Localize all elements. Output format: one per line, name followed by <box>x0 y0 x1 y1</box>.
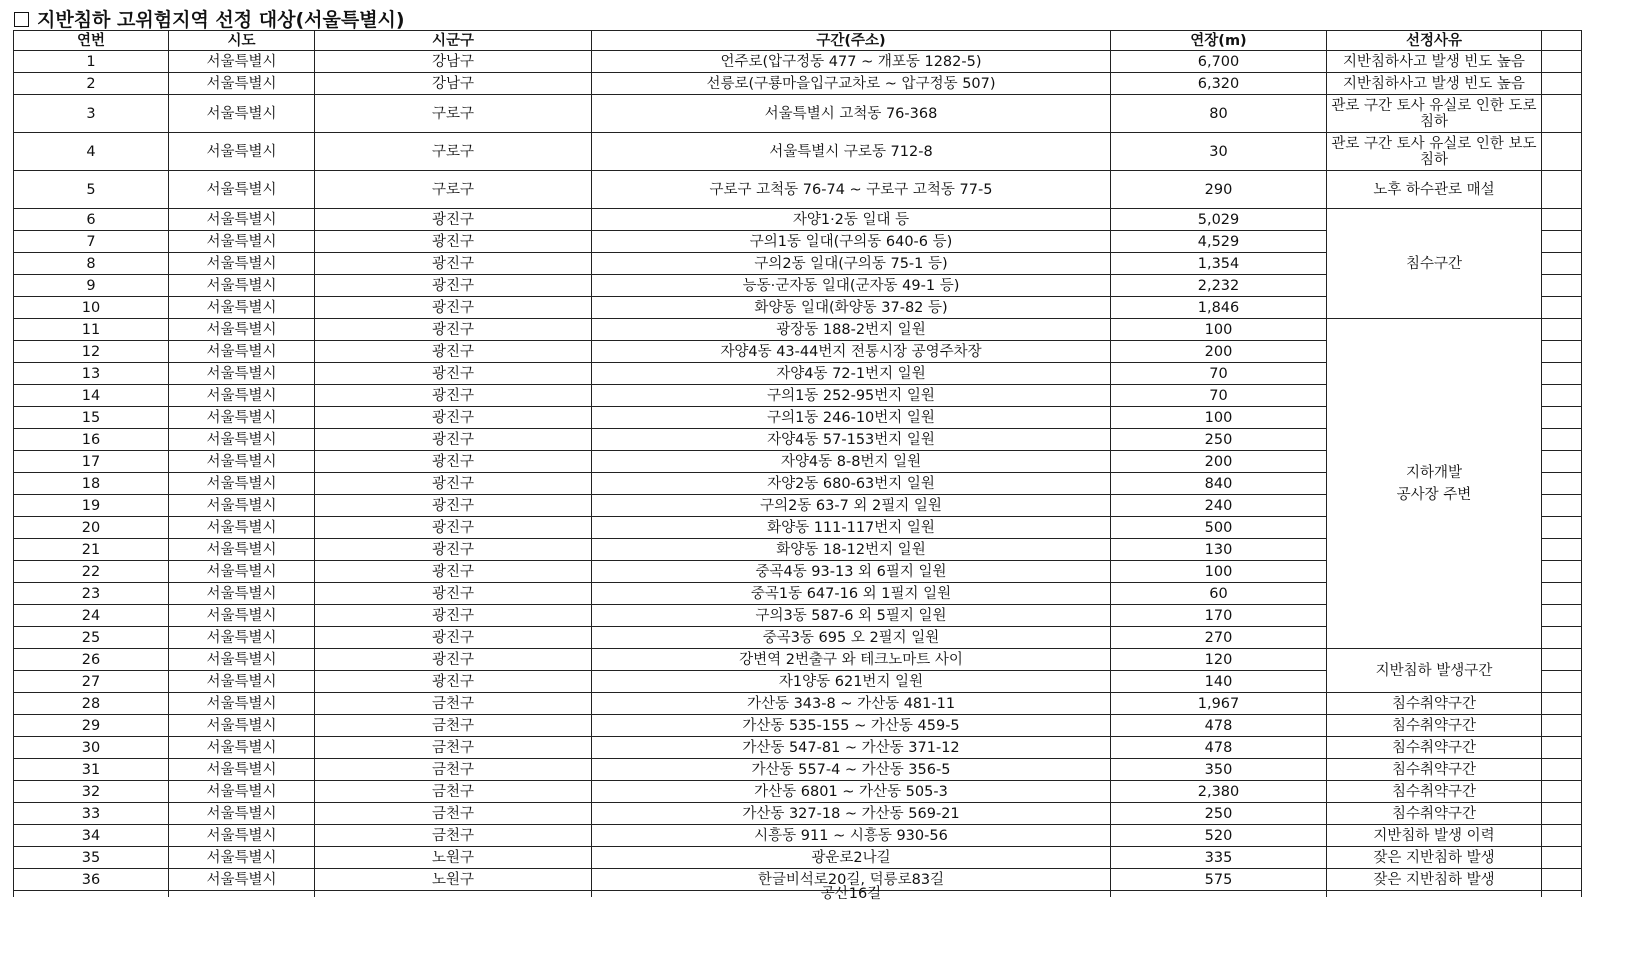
row-address: 화양동 111-117번지 일원 <box>592 517 1111 539</box>
row-sigungu: 구로구 <box>315 133 592 171</box>
row-no: 25 <box>14 627 169 649</box>
row-sido: 서울특별시 <box>169 171 315 209</box>
row-reason: 지반침하 발생구간 <box>1327 649 1542 693</box>
row-no: 3 <box>14 95 169 133</box>
row-no: 20 <box>14 517 169 539</box>
row-reason: 침수취약구간 <box>1327 781 1542 803</box>
row-address: 공산16길 <box>592 891 1111 898</box>
row-reason: 잦은 지반침하 발생 <box>1327 869 1542 891</box>
data-table <box>13 30 1582 902</box>
table-row <box>14 825 1582 847</box>
row-sido: 서울특별시 <box>169 583 315 605</box>
row-address: 가산동 6801 ~ 가산동 505-3 <box>592 781 1111 803</box>
row-sigungu: 금천구 <box>315 759 592 781</box>
row-address: 서울특별시 구로동 712-8 <box>592 133 1111 171</box>
row-sido: 서울특별시 <box>169 715 315 737</box>
row-length: 5,029 <box>1111 209 1327 231</box>
row-extra <box>1542 95 1582 133</box>
header-address: 구간(주소) <box>592 31 1111 51</box>
row-length: 60 <box>1111 583 1327 605</box>
row-sigungu: 광진구 <box>315 319 592 341</box>
row-address: 자양1·2동 일대 등 <box>592 209 1111 231</box>
row-reason: 침수취약구간 <box>1327 737 1542 759</box>
row-length: 200 <box>1111 341 1327 363</box>
row-no: 6 <box>14 209 169 231</box>
row-sido: 서울특별시 <box>169 495 315 517</box>
row-sido: 서울특별시 <box>169 847 315 869</box>
row-sigungu: 광진구 <box>315 649 592 671</box>
row-address: 시흥동 911 ~ 시흥동 930-56 <box>592 825 1111 847</box>
row-no: 36 <box>14 869 169 891</box>
row-reason: 잦은 지반침하 발생 <box>1327 847 1542 869</box>
row-extra <box>1542 363 1582 385</box>
row-sigungu: 구로구 <box>315 95 592 133</box>
row-sido: 서울특별시 <box>169 429 315 451</box>
row-length: 335 <box>1111 847 1327 869</box>
row-sigungu: 금천구 <box>315 825 592 847</box>
row-address: 자양4동 43-44번지 전통시장 공영주차장 <box>592 341 1111 363</box>
row-length: 250 <box>1111 429 1327 451</box>
row-length: 6,320 <box>1111 73 1327 95</box>
row-extra <box>1542 671 1582 693</box>
row-length: 130 <box>1111 539 1327 561</box>
row-sido: 서울특별시 <box>169 517 315 539</box>
row-sido: 서울특별시 <box>169 407 315 429</box>
row-length: 70 <box>1111 385 1327 407</box>
row-address: 구로구 고척동 76-74 ~ 구로구 고척동 77-5 <box>592 171 1111 209</box>
table-row <box>14 781 1582 803</box>
row-length: 478 <box>1111 715 1327 737</box>
row-sigungu: 광진구 <box>315 583 592 605</box>
row-length: 200 <box>1111 451 1327 473</box>
row-address: 구의2동 63-7 외 2필지 일원 <box>592 495 1111 517</box>
row-reason: 지반침하사고 발생 빈도 높음 <box>1327 51 1542 73</box>
row-extra <box>1542 253 1582 275</box>
row-length: 6,700 <box>1111 51 1327 73</box>
row-sigungu: 금천구 <box>315 781 592 803</box>
row-sido: 서울특별시 <box>169 803 315 825</box>
row-extra <box>1542 627 1582 649</box>
row-no: 33 <box>14 803 169 825</box>
row-no: 32 <box>14 781 169 803</box>
row-extra <box>1542 825 1582 847</box>
table-row <box>14 133 1582 171</box>
row-no: 26 <box>14 649 169 671</box>
row-no: 16 <box>14 429 169 451</box>
row-address: 화양동 18-12번지 일원 <box>592 539 1111 561</box>
row-no: 2 <box>14 73 169 95</box>
row-length: 100 <box>1111 407 1327 429</box>
header-no: 연번 <box>14 31 169 51</box>
row-no: 23 <box>14 583 169 605</box>
row-reason: 관로 구간 토사 유실로 인한 보도 침하 <box>1327 133 1542 171</box>
row-reason: 침수취약구간 <box>1327 759 1542 781</box>
table-row <box>14 209 1582 231</box>
row-sido: 서울특별시 <box>169 95 315 133</box>
row-extra <box>1542 451 1582 473</box>
table-header-row <box>14 31 1582 51</box>
row-address: 자양4동 72-1번지 일원 <box>592 363 1111 385</box>
row-length: 1,967 <box>1111 693 1327 715</box>
row-length: 270 <box>1111 627 1327 649</box>
row-length: 1,846 <box>1111 297 1327 319</box>
row-sido: 서울특별시 <box>169 341 315 363</box>
row-sigungu: 광진구 <box>315 253 592 275</box>
row-reason: 관로 구간 토사 유실로 인한 도로 침하 <box>1327 95 1542 133</box>
row-sido: 서울특별시 <box>169 671 315 693</box>
row-sido: 서울특별시 <box>169 451 315 473</box>
row-sido: 서울특별시 <box>169 363 315 385</box>
row-no: 17 <box>14 451 169 473</box>
row-extra <box>1542 209 1582 231</box>
row-extra <box>1542 319 1582 341</box>
row-no: 28 <box>14 693 169 715</box>
row-extra <box>1542 847 1582 869</box>
row-length: 4,529 <box>1111 231 1327 253</box>
row-sigungu: 광진구 <box>315 605 592 627</box>
row-sigungu: 강남구 <box>315 51 592 73</box>
row-sigungu: 광진구 <box>315 231 592 253</box>
row-sido: 서울특별시 <box>169 473 315 495</box>
row-extra <box>1542 715 1582 737</box>
row-extra <box>1542 803 1582 825</box>
row-sigungu: 금천구 <box>315 803 592 825</box>
row-length: 250 <box>1111 803 1327 825</box>
row-no: 30 <box>14 737 169 759</box>
row-sido: 서울특별시 <box>169 693 315 715</box>
row-length: 478 <box>1111 737 1327 759</box>
row-sido: 서울특별시 <box>169 385 315 407</box>
row-extra <box>1542 385 1582 407</box>
row-no: 31 <box>14 759 169 781</box>
row-no: 34 <box>14 825 169 847</box>
row-reason: 지반침하사고 발생 빈도 높음 <box>1327 73 1542 95</box>
row-sido: 서울특별시 <box>169 781 315 803</box>
row-length: 350 <box>1111 759 1327 781</box>
row-no: 12 <box>14 341 169 363</box>
row-address: 광장동 188-2번지 일원 <box>592 319 1111 341</box>
row-no: 35 <box>14 847 169 869</box>
row-sido: 서울특별시 <box>169 649 315 671</box>
row-length: 100 <box>1111 319 1327 341</box>
row-no: 10 <box>14 297 169 319</box>
row-extra <box>1542 133 1582 171</box>
row-extra <box>1542 539 1582 561</box>
row-sigungu: 광진구 <box>315 539 592 561</box>
row-no: 5 <box>14 171 169 209</box>
table-row <box>14 319 1582 341</box>
row-address: 가산동 547-81 ~ 가산동 371-12 <box>592 737 1111 759</box>
row-no: 8 <box>14 253 169 275</box>
row-extra <box>1542 517 1582 539</box>
row-cell <box>14 891 169 898</box>
row-sido: 서울특별시 <box>169 627 315 649</box>
row-address: 가산동 327-18 ~ 가산동 569-21 <box>592 803 1111 825</box>
row-sigungu: 광진구 <box>315 451 592 473</box>
header-length: 연장(m) <box>1111 31 1327 51</box>
row-sigungu: 광진구 <box>315 209 592 231</box>
row-sido: 서울특별시 <box>169 737 315 759</box>
row-sigungu: 광진구 <box>315 275 592 297</box>
row-length: 2,232 <box>1111 275 1327 297</box>
table-row <box>14 73 1582 95</box>
row-address: 구의1동 일대(구의동 640-6 등) <box>592 231 1111 253</box>
row-sido: 서울특별시 <box>169 133 315 171</box>
table-row <box>14 803 1582 825</box>
row-sigungu: 광진구 <box>315 671 592 693</box>
row-address: 구의1동 246-10번지 일원 <box>592 407 1111 429</box>
row-extra <box>1542 51 1582 73</box>
row-length: 140 <box>1111 671 1327 693</box>
row-address: 한글비석로20길, 덕릉로83길 <box>592 869 1111 891</box>
reason-line: 지하개발 <box>1405 464 1463 481</box>
row-sigungu: 구로구 <box>315 171 592 209</box>
row-sigungu: 노원구 <box>315 847 592 869</box>
row-address: 구의1동 252-95번지 일원 <box>592 385 1111 407</box>
row-extra <box>1542 605 1582 627</box>
table-row <box>14 847 1582 869</box>
row-length: 70 <box>1111 363 1327 385</box>
row-sigungu: 광진구 <box>315 385 592 407</box>
row-length: 500 <box>1111 517 1327 539</box>
row-address: 가산동 557-4 ~ 가산동 356-5 <box>592 759 1111 781</box>
row-sido: 서울특별시 <box>169 605 315 627</box>
row-sigungu: 광진구 <box>315 517 592 539</box>
row-address: 광운로2나길 <box>592 847 1111 869</box>
row-sigungu: 금천구 <box>315 693 592 715</box>
row-address: 능동·군자동 일대(군자동 49-1 등) <box>592 275 1111 297</box>
row-extra <box>1542 429 1582 451</box>
row-reason: 노후 하수관로 매설 <box>1327 171 1542 209</box>
row-sido: 서울특별시 <box>169 539 315 561</box>
row-extra <box>1542 341 1582 363</box>
row-sigungu: 광진구 <box>315 495 592 517</box>
row-extra <box>1542 297 1582 319</box>
table-row <box>14 51 1582 73</box>
row-no: 27 <box>14 671 169 693</box>
row-cell <box>315 891 592 898</box>
reason-line: 공사장 주변 <box>1396 486 1472 503</box>
row-sigungu: 광진구 <box>315 627 592 649</box>
row-reason: 침수구간 <box>1327 209 1542 319</box>
row-sigungu: 광진구 <box>315 429 592 451</box>
checkbox-square-icon <box>14 12 29 27</box>
row-sido: 서울특별시 <box>169 825 315 847</box>
row-length: 2,380 <box>1111 781 1327 803</box>
row-sido: 서울특별시 <box>169 209 315 231</box>
row-no: 15 <box>14 407 169 429</box>
row-sigungu: 광진구 <box>315 561 592 583</box>
row-extra <box>1542 693 1582 715</box>
row-no: 11 <box>14 319 169 341</box>
row-sigungu: 금천구 <box>315 737 592 759</box>
table-row-partial <box>14 891 1582 898</box>
row-extra <box>1542 73 1582 95</box>
row-no: 24 <box>14 605 169 627</box>
row-sido: 서울특별시 <box>169 275 315 297</box>
row-length: 80 <box>1111 95 1327 133</box>
row-reason: 지반침하 발생 이력 <box>1327 825 1542 847</box>
row-sigungu: 노원구 <box>315 869 592 891</box>
row-address: 가산동 343-8 ~ 가산동 481-11 <box>592 693 1111 715</box>
row-reason: 침수취약구간 <box>1327 803 1542 825</box>
row-extra <box>1542 407 1582 429</box>
row-extra <box>1542 583 1582 605</box>
table-row <box>14 95 1582 133</box>
header-reason: 선정사유 <box>1327 31 1542 51</box>
table-row <box>14 759 1582 781</box>
row-extra <box>1542 561 1582 583</box>
row-sido: 서울특별시 <box>169 253 315 275</box>
header-sigungu: 시군구 <box>315 31 592 51</box>
row-address: 중곡3동 695 오 2필지 일원 <box>592 627 1111 649</box>
row-no: 19 <box>14 495 169 517</box>
row-cell <box>1111 891 1327 898</box>
row-cell <box>1327 891 1542 898</box>
row-address: 중곡4동 93-13 외 6필지 일원 <box>592 561 1111 583</box>
row-no: 13 <box>14 363 169 385</box>
row-address: 서울특별시 고척동 76-368 <box>592 95 1111 133</box>
title-text: 지반침하 고위험지역 선정 대상(서울특별시) <box>37 9 405 31</box>
row-extra <box>1542 473 1582 495</box>
row-address: 중곡1동 647-16 외 1필지 일원 <box>592 583 1111 605</box>
row-address: 강변역 2번출구 와 테크노마트 사이 <box>592 649 1111 671</box>
row-extra <box>1542 649 1582 671</box>
table-row <box>14 715 1582 737</box>
row-length: 1,354 <box>1111 253 1327 275</box>
row-length: 120 <box>1111 649 1327 671</box>
row-extra <box>1542 275 1582 297</box>
table-row <box>14 171 1582 209</box>
table-body <box>14 51 1582 902</box>
row-address: 구의2동 일대(구의동 75-1 등) <box>592 253 1111 275</box>
header-sido: 시도 <box>169 31 315 51</box>
row-sido: 서울특별시 <box>169 759 315 781</box>
row-address: 언주로(압구정동 477 ~ 개포동 1282-5) <box>592 51 1111 73</box>
row-sido: 서울특별시 <box>169 73 315 95</box>
row-sigungu: 광진구 <box>315 297 592 319</box>
row-address: 화양동 일대(화양동 37-82 등) <box>592 297 1111 319</box>
row-sigungu: 광진구 <box>315 341 592 363</box>
row-length: 170 <box>1111 605 1327 627</box>
row-address: 자1양동 621번지 일원 <box>592 671 1111 693</box>
row-address: 자양2동 680-63번지 일원 <box>592 473 1111 495</box>
row-extra <box>1542 737 1582 759</box>
row-no: 4 <box>14 133 169 171</box>
page-title <box>14 5 405 32</box>
row-address: 자양4동 57-153번지 일원 <box>592 429 1111 451</box>
table-row <box>14 649 1582 671</box>
table-row <box>14 869 1582 891</box>
row-sido: 서울특별시 <box>169 231 315 253</box>
row-length: 30 <box>1111 133 1327 171</box>
row-sido: 서울특별시 <box>169 319 315 341</box>
row-no: 21 <box>14 539 169 561</box>
row-cell <box>169 891 315 898</box>
row-length: 100 <box>1111 561 1327 583</box>
row-address: 자양4동 8-8번지 일원 <box>592 451 1111 473</box>
row-no: 18 <box>14 473 169 495</box>
row-sigungu: 금천구 <box>315 715 592 737</box>
row-length: 520 <box>1111 825 1327 847</box>
row-sigungu: 강남구 <box>315 73 592 95</box>
table-row <box>14 693 1582 715</box>
row-sido: 서울특별시 <box>169 297 315 319</box>
row-no: 29 <box>14 715 169 737</box>
table-row <box>14 737 1582 759</box>
row-sido: 서울특별시 <box>169 51 315 73</box>
row-extra <box>1542 171 1582 209</box>
row-extra <box>1542 495 1582 517</box>
row-extra <box>1542 869 1582 891</box>
row-reason: 침수취약구간 <box>1327 715 1542 737</box>
row-address: 구의3동 587-6 외 5필지 일원 <box>592 605 1111 627</box>
row-no: 7 <box>14 231 169 253</box>
row-reason: 침수취약구간 <box>1327 693 1542 715</box>
row-no: 14 <box>14 385 169 407</box>
row-sigungu: 광진구 <box>315 473 592 495</box>
row-length: 290 <box>1111 171 1327 209</box>
row-sido: 서울특별시 <box>169 869 315 891</box>
row-cell <box>1542 891 1582 898</box>
row-address: 가산동 535-155 ~ 가산동 459-5 <box>592 715 1111 737</box>
row-extra <box>1542 759 1582 781</box>
row-length: 240 <box>1111 495 1327 517</box>
row-reason <box>1327 319 1542 649</box>
row-no: 1 <box>14 51 169 73</box>
row-sigungu: 광진구 <box>315 407 592 429</box>
row-length: 575 <box>1111 869 1327 891</box>
row-no: 22 <box>14 561 169 583</box>
row-no: 9 <box>14 275 169 297</box>
row-length: 840 <box>1111 473 1327 495</box>
row-extra <box>1542 231 1582 253</box>
header-extra <box>1542 31 1582 51</box>
row-address: 선릉로(구룡마을입구교차로 ~ 압구정동 507) <box>592 73 1111 95</box>
row-extra <box>1542 781 1582 803</box>
row-sigungu: 광진구 <box>315 363 592 385</box>
row-sido: 서울특별시 <box>169 561 315 583</box>
